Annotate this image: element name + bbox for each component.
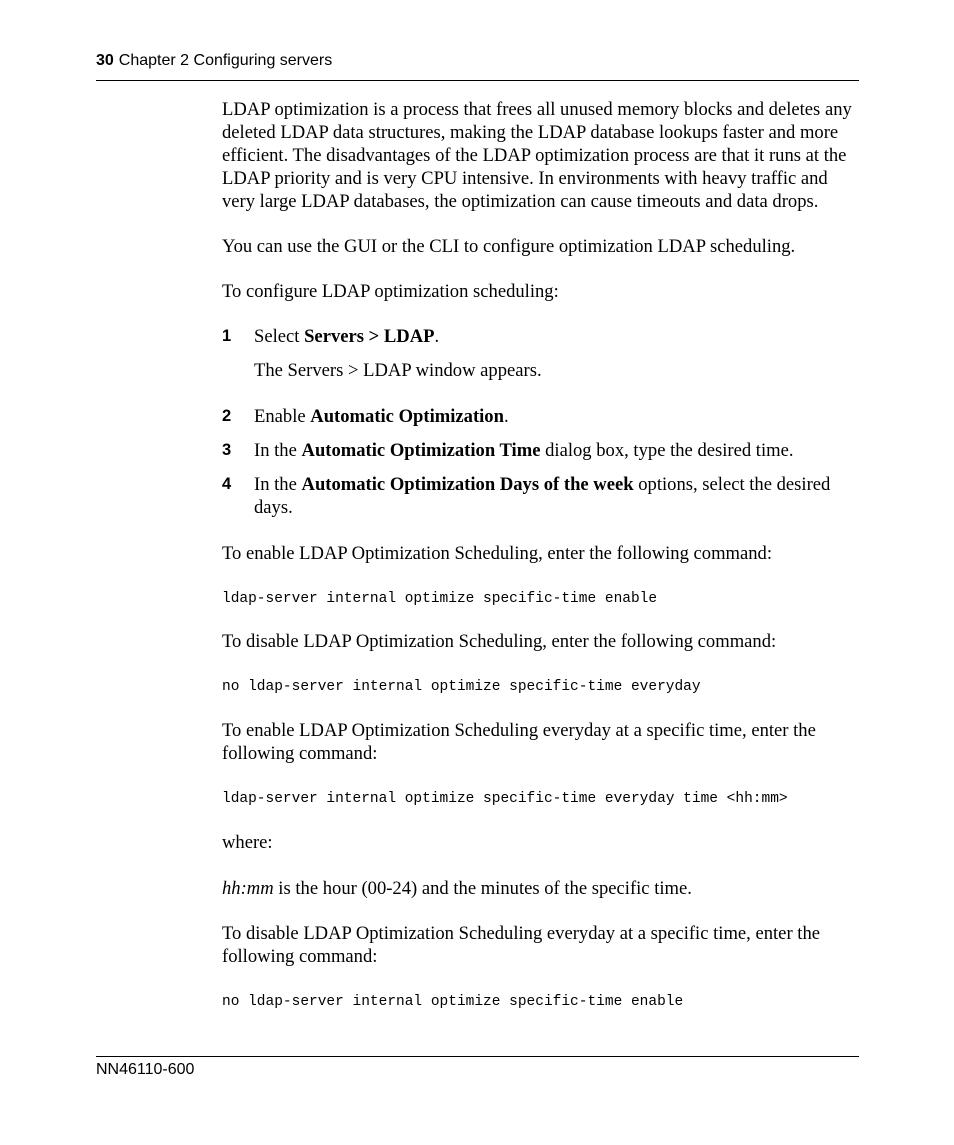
step-1-result: The Servers > LDAP window appears. bbox=[254, 360, 542, 381]
ui-path: Servers > LDAP bbox=[304, 326, 435, 347]
disable-command: no ldap-server internal optimize specific-time everyday bbox=[222, 679, 701, 695]
page-number: 30 bbox=[96, 52, 114, 69]
step-text: In the Automatic Optimization Time dialog box, type the desired time. bbox=[254, 440, 794, 461]
ui-option: Automatic Optimization Days of the week bbox=[301, 474, 634, 495]
page-header bbox=[96, 50, 859, 81]
intro-paragraph: LDAP optimization is a process that frees all unused memory blocks and deletes any deleted LDAP data structures, making the LDAP database lookups faster and more efficient. The disadvantages of the LDAP optimization process are that it runs at the LDAP priority and is very CPU intensive. In environments with heavy traffic and very large LDAP databases, the optimization can cause timeouts and data drops. bbox=[222, 99, 852, 212]
disable-everyday-command: no ldap-server internal optimize specific-time enable bbox=[222, 994, 684, 1010]
main-content bbox=[222, 98, 859, 1012]
ui-option: Automatic Optimization Time bbox=[301, 440, 541, 461]
chapter-title: Chapter 2 Configuring servers bbox=[118, 52, 333, 69]
everyday-intro: To enable LDAP Optimization Scheduling everyday at a specific time, enter the following command: bbox=[222, 720, 816, 764]
procedure-intro: To configure LDAP optimization scheduling: bbox=[222, 281, 559, 302]
step-3 bbox=[222, 439, 859, 462]
enable-intro: To enable LDAP Optimization Scheduling, enter the following command: bbox=[222, 543, 773, 564]
step-number: 4 bbox=[222, 475, 232, 493]
step-text: Enable Automatic Optimization. bbox=[254, 406, 509, 427]
step-1 bbox=[222, 325, 859, 348]
gui-cli-paragraph: You can use the GUI or the CLI to configure optimization LDAP scheduling. bbox=[222, 236, 796, 257]
where-label: where: bbox=[222, 832, 273, 853]
ui-option: Automatic Optimization bbox=[310, 406, 504, 427]
step-2 bbox=[222, 405, 859, 428]
step-number: 2 bbox=[222, 407, 232, 425]
step-text: Select Servers > LDAP. bbox=[254, 326, 440, 347]
step-4 bbox=[222, 473, 859, 519]
param-name: hh:mm bbox=[222, 878, 274, 899]
footer-rule bbox=[96, 1056, 859, 1057]
document-number: NN46110-600 bbox=[96, 1061, 195, 1078]
disable-everyday-intro: To disable LDAP Optimization Scheduling everyday at a specific time, enter the following command: bbox=[222, 923, 820, 967]
step-text: In the Automatic Optimization Days of the week options, select the desired days. bbox=[254, 474, 831, 518]
enable-command: ldap-server internal optimize specific-time enable bbox=[222, 591, 658, 607]
param-description: hh:mm is the hour (00-24) and the minutes of the specific time. bbox=[222, 878, 692, 899]
everyday-command: ldap-server internal optimize specific-time everyday time <hh:mm> bbox=[222, 791, 788, 807]
step-number: 3 bbox=[222, 441, 232, 459]
disable-intro: To disable LDAP Optimization Scheduling, enter the following command: bbox=[222, 631, 777, 652]
step-number: 1 bbox=[222, 327, 232, 345]
